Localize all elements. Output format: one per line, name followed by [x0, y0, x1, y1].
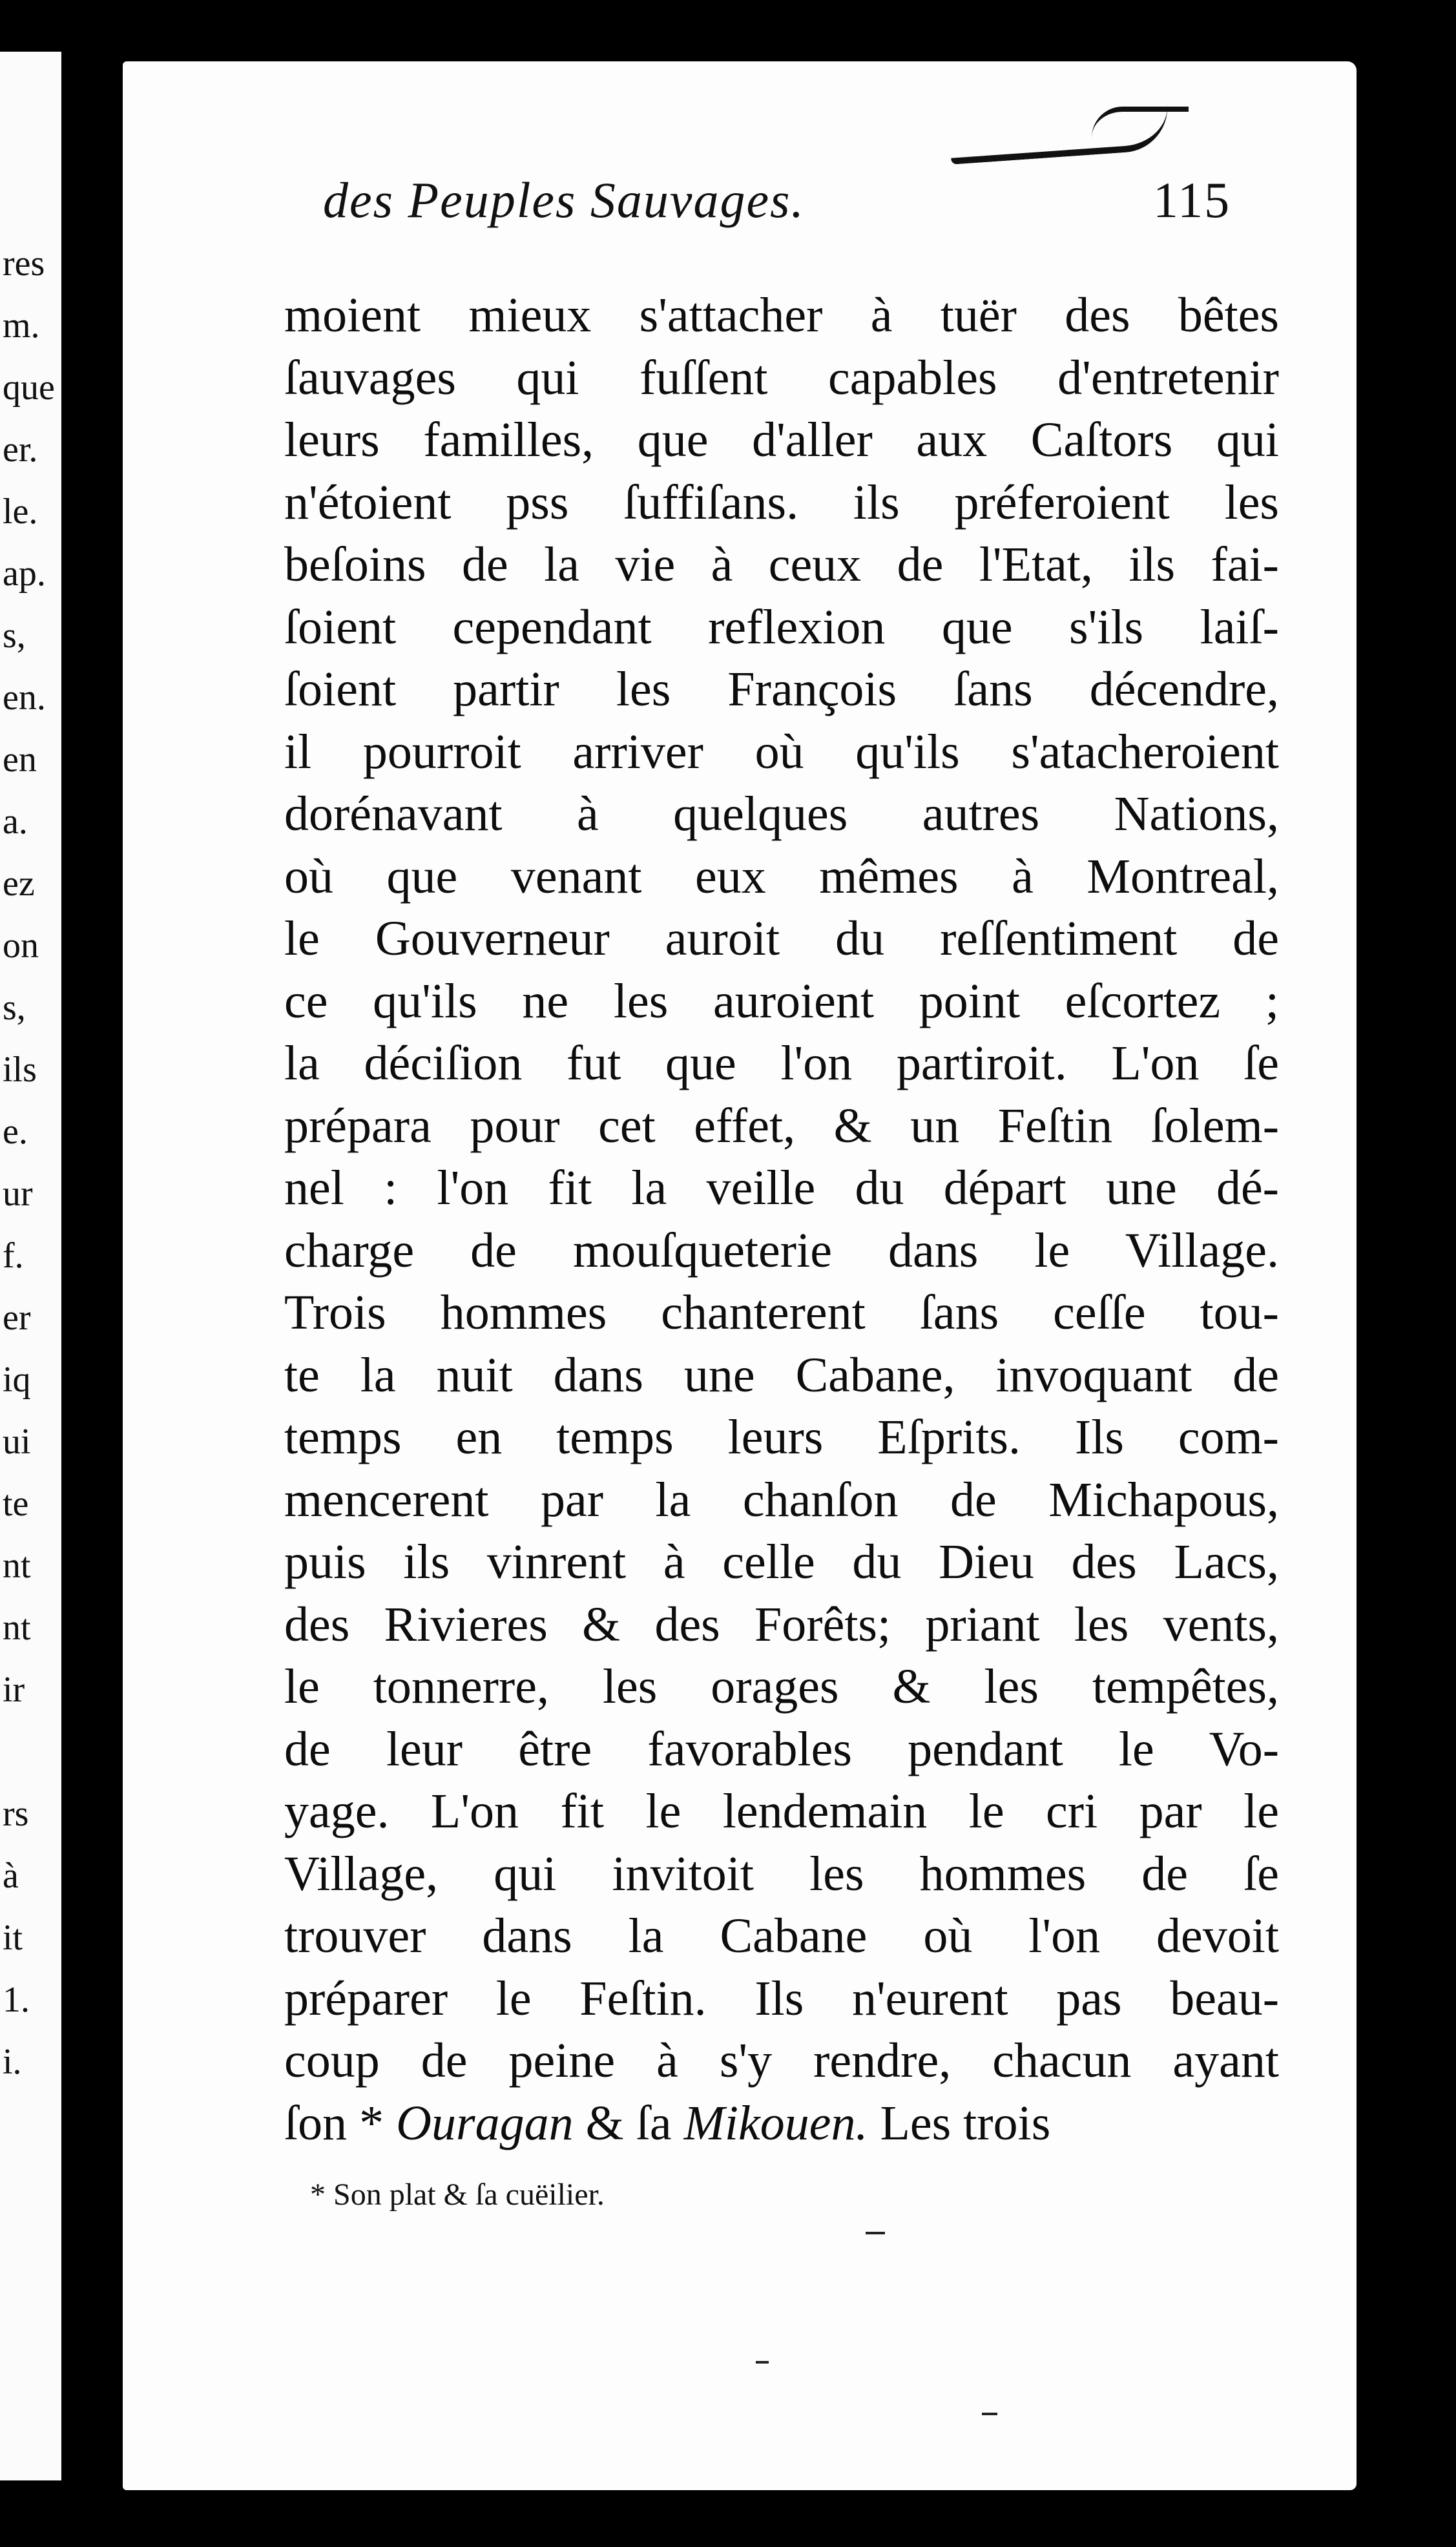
- text-line: de leur être favorables pendant le Vo-: [284, 1721, 1279, 1776]
- adjacent-page-fragment: ur: [3, 1174, 33, 1214]
- text-line-final: ſon * Ouragan & ſa Mikouen. Les trois: [284, 2095, 1051, 2150]
- adjacent-page-edge: [0, 52, 61, 2480]
- page-fold-mark-upper: [1092, 107, 1189, 138]
- text-line: nel : l'on fit la veille du départ une dé-: [284, 1161, 1279, 1215]
- stray-mark: [982, 2413, 997, 2415]
- adjacent-page-fragment: nt: [3, 1608, 31, 1648]
- adjacent-page-fragment: ils: [3, 1050, 37, 1090]
- text-line: où que venant eux mêmes à Montreal,: [284, 849, 1279, 904]
- text-line: le tonnerre, les orages & les tempêtes,: [284, 1659, 1279, 1714]
- adjacent-page-fragment: en: [3, 740, 37, 780]
- page-number: 115: [1153, 172, 1231, 228]
- text-line: ſoient cependant reflexion que s'ils laiſ-: [284, 599, 1279, 654]
- adjacent-page-fragment: le.: [3, 492, 38, 532]
- adjacent-page-fragment: er.: [3, 430, 38, 470]
- text-line: mencerent par la chanſon de Michapous,: [284, 1472, 1279, 1527]
- adjacent-page-fragment: f.: [3, 1236, 24, 1276]
- text-line: trouver dans la Cabane où l'on devoit: [284, 1909, 1279, 1963]
- text-line: dorénavant à quelques autres Nations,: [284, 787, 1279, 841]
- text-line: Village, qui invitoit les hommes de ſe: [284, 1846, 1279, 1901]
- adjacent-page-fragment: on: [3, 926, 39, 966]
- text-line: temps en temps leurs Eſprits. Ils com-: [284, 1410, 1279, 1464]
- body-text: [284, 284, 1279, 2154]
- adjacent-page-fragment: rs: [3, 1794, 29, 1834]
- text-line: ſauvages qui fuſſent capables d'entretenir: [284, 350, 1279, 405]
- text-line: te la nuit dans une Cabane, invoquant de: [284, 1347, 1279, 1402]
- text-line: yage. L'on fit le lendemain le cri par le: [284, 1784, 1279, 1838]
- text-line: beſoins de la vie à ceux de l'Etat, ils fai-: [284, 537, 1279, 592]
- adjacent-page-fragment: ir: [3, 1670, 25, 1710]
- text-line: leurs familles, que d'aller aux Caſtors qui: [284, 413, 1279, 467]
- book-page: [123, 61, 1357, 2490]
- text-line: n'étoient pss ſuffiſans. ils préferoient les: [284, 475, 1279, 530]
- text-line: le Gouverneur auroit du reſſentiment de: [284, 911, 1279, 966]
- adjacent-page-fragment: ap.: [3, 554, 46, 594]
- stray-mark: [756, 2361, 769, 2364]
- text-line: coup de peine à s'y rendre, chacun ayant: [284, 2033, 1279, 2088]
- text-line: des Rivieres & des Forêts; priant les vents,: [284, 1597, 1279, 1652]
- adjacent-page-fragment: e.: [3, 1112, 28, 1152]
- running-title: des Peuples Sauvages.: [323, 172, 805, 228]
- text-line: ce qu'ils ne les auroient point eſcortez ;: [284, 973, 1279, 1028]
- adjacent-page-fragment: a.: [3, 802, 28, 842]
- adjacent-page-fragment: it: [3, 1918, 23, 1958]
- adjacent-page-fragment: 1.: [3, 1980, 30, 2020]
- adjacent-page-fragment: que: [3, 368, 55, 408]
- adjacent-page-fragment: m.: [3, 306, 40, 346]
- adjacent-page-fragment: ez: [3, 864, 35, 904]
- text-line: prépara pour cet effet, & un Feſtin ſolem-: [284, 1098, 1279, 1153]
- text-line: ſoient partir les François ſans décendre,: [284, 662, 1279, 716]
- adjacent-page-fragment: en.: [3, 678, 46, 718]
- adjacent-page-fragment: te: [3, 1484, 29, 1524]
- text-line: préparer le Feſtin. Ils n'eurent pas beau-: [284, 1971, 1279, 2026]
- text-line: moient mieux s'attacher à tuër des bêtes: [284, 288, 1279, 342]
- adjacent-page-fragment: s,: [3, 616, 26, 656]
- text-line: charge de mouſqueterie dans le Village.: [284, 1223, 1279, 1278]
- footnote: * Son plat & ſa cuëilier.: [310, 2178, 605, 2212]
- text-line: il pourroit arriver où qu'ils s'atacheroient: [284, 724, 1279, 779]
- italic-term-mikouen: Mikouen.: [683, 2095, 868, 2150]
- adjacent-page-fragment: res: [3, 244, 45, 284]
- text-line: la déciſion fut que l'on partiroit. L'on ſe: [284, 1036, 1279, 1090]
- text-line: Trois hommes chanterent ſans ceſſe tou-: [284, 1285, 1279, 1340]
- text-line: puis ils vinrent à celle du Dieu des Lacs,: [284, 1535, 1279, 1589]
- adjacent-page-fragment: s,: [3, 988, 26, 1028]
- stray-mark: [866, 2232, 885, 2234]
- adjacent-page-fragment: ui: [3, 1422, 31, 1462]
- adjacent-page-fragment: er: [3, 1298, 31, 1338]
- adjacent-page-fragment: i.: [3, 2042, 22, 2082]
- adjacent-page-fragment: à: [3, 1856, 19, 1896]
- italic-term-ouragan: Ouragan: [396, 2095, 574, 2150]
- adjacent-page-fragment: iq: [3, 1360, 31, 1400]
- adjacent-page-fragment: nt: [3, 1546, 31, 1586]
